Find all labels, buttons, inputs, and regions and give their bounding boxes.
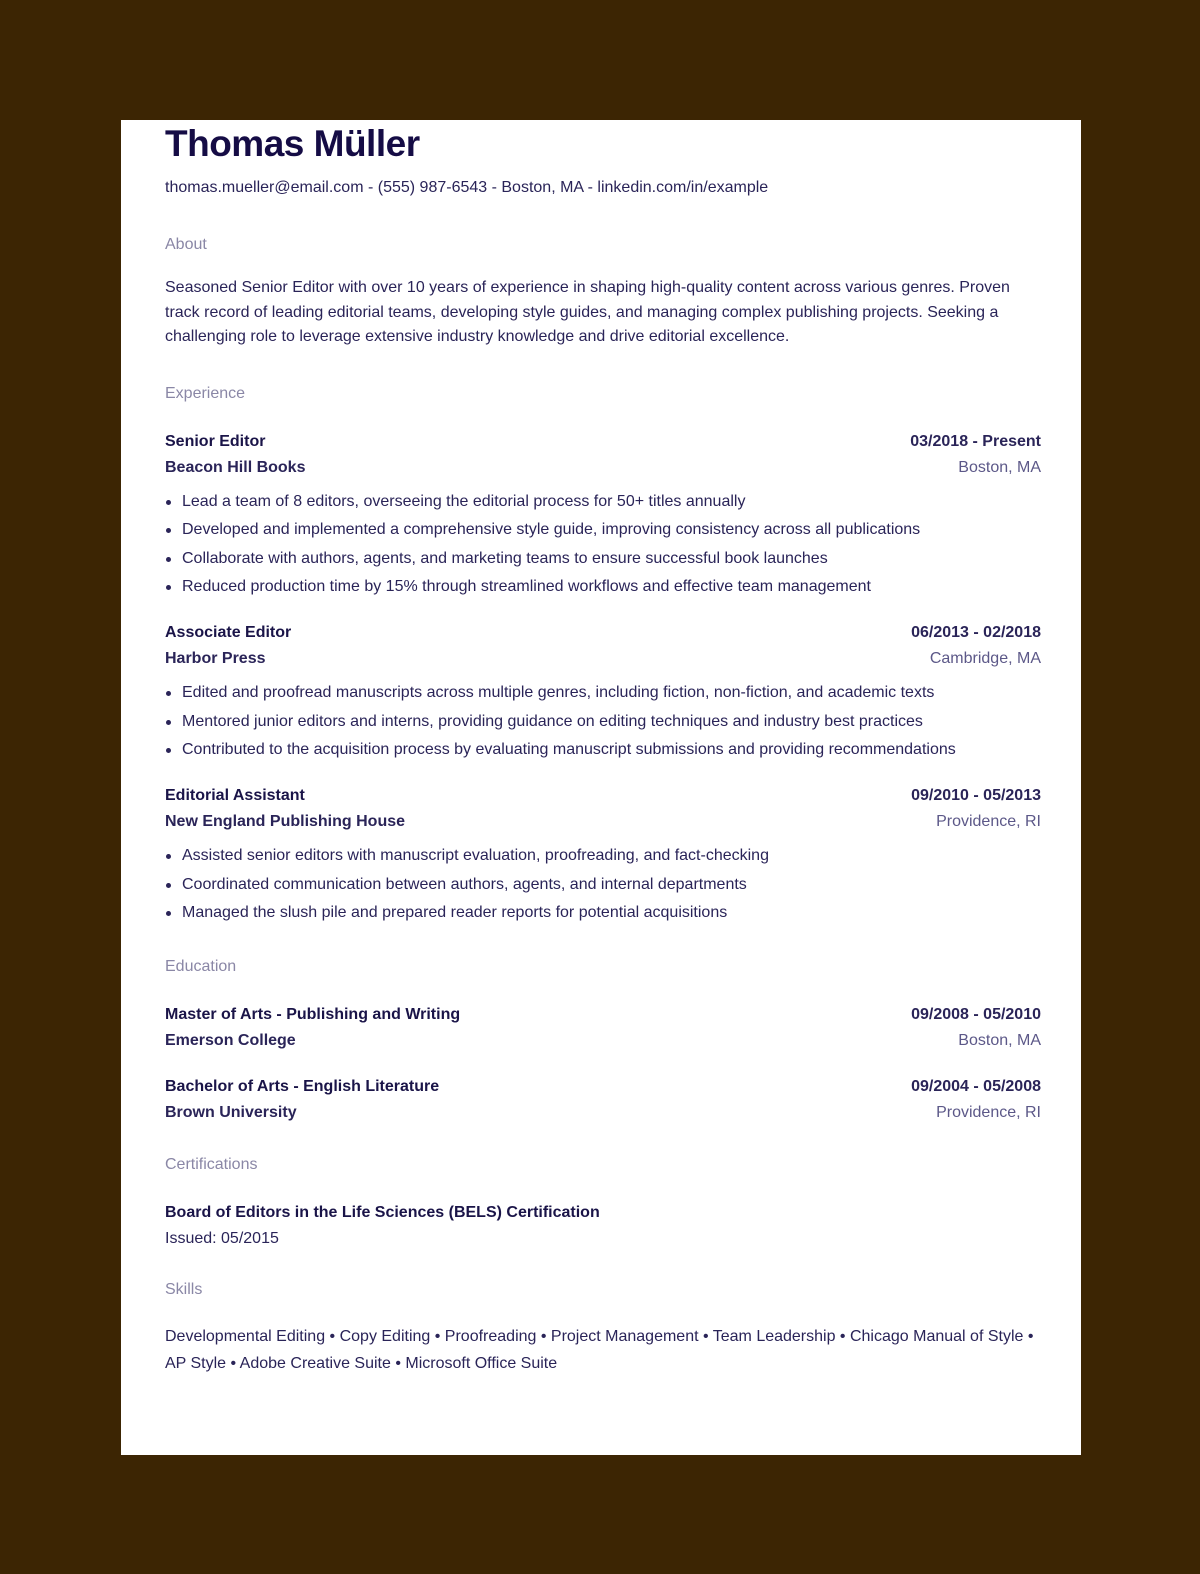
list-item: Mentored junior editors and interns, providing guidance on editing techniques and industry best practices xyxy=(165,712,1041,732)
job-company: New England Publishing House xyxy=(165,813,406,830)
certification-name: Board of Editors in the Life Sciences (BELS) Certification xyxy=(165,1204,600,1221)
list-item: Managed the slush pile and prepared reader reports for potential acquisitions xyxy=(165,903,1041,923)
job-entry xyxy=(165,786,1041,923)
job-location: Boston, MA xyxy=(958,458,1041,476)
certification-issued: Issued: 05/2015 xyxy=(165,1230,279,1247)
candidate-name: Thomas Müller xyxy=(165,123,420,164)
job-entry xyxy=(165,432,1041,598)
skills-section-title: Skills xyxy=(165,1281,203,1298)
job-location: Providence, RI xyxy=(936,813,1041,830)
list-item: Lead a team of 8 editors, overseeing the editorial process for 50+ titles annually xyxy=(165,492,1041,512)
list-item: Developed and implemented a comprehensive style guide, improving consistency across all publications xyxy=(165,520,1041,540)
degree: Master of Arts - Publishing and Writing xyxy=(165,1006,461,1023)
job-bullets xyxy=(165,683,1041,760)
job-company: Beacon Hill Books xyxy=(165,458,306,476)
contact-line: thomas.mueller@email.com - (555) 987-6543 - Boston, MA - linkedin.com/in/example xyxy=(165,179,769,196)
education-entry xyxy=(165,1005,1041,1051)
education-dates: 09/2004 - 05/2008 xyxy=(911,1078,1041,1095)
job-location: Cambridge, MA xyxy=(929,650,1041,667)
list-item: Assisted senior editors with manuscript evaluation, proofreading, and fact-checking xyxy=(165,846,1041,866)
certifications-section-title: Certifications xyxy=(165,1156,258,1173)
school: Emerson College xyxy=(165,1032,296,1049)
skills-list: Developmental Editing • Copy Editing • Proofreading • Project Management • Team Leadership • Chicago Manual of Style • AP Style • Adobe Creative Suite • Microsoft Office Suite xyxy=(165,1328,1034,1372)
job-dates: 06/2013 - 02/2018 xyxy=(911,624,1041,641)
list-item: Contributed to the acquisition process by evaluating manuscript submissions and providing recommendations xyxy=(165,740,1041,760)
education-location: Providence, RI xyxy=(936,1104,1041,1121)
list-item: Reduced production time by 15% through streamlined workflows and effective team management xyxy=(165,577,1041,597)
education-entry xyxy=(165,1077,1041,1123)
list-item: Collaborate with authors, agents, and marketing teams to ensure successful book launches xyxy=(165,549,1041,569)
job-bullets xyxy=(165,846,1041,923)
job-role: Editorial Assistant xyxy=(165,787,305,804)
job-role: Senior Editor xyxy=(165,432,266,450)
job-bullets xyxy=(165,492,1041,598)
resume-page xyxy=(121,120,1081,1455)
about-text: Seasoned Senior Editor with over 10 years of experience in shaping high-quality content across various genres. Proven track record of leading editorial teams, developing style guides, and managing complex publishing projects. Seeking a challenging role to leverage extensive industry knowledge and drive editorial excellence. xyxy=(165,279,1010,345)
job-entry xyxy=(165,623,1041,760)
list-item: Coordinated communication between authors, agents, and internal departments xyxy=(165,875,1041,895)
education-section-title: Education xyxy=(165,958,237,975)
education-location: Boston, MA xyxy=(958,1032,1041,1049)
job-dates: 03/2018 - Present xyxy=(910,432,1041,450)
job-company: Harbor Press xyxy=(165,650,266,667)
job-role: Associate Editor xyxy=(165,624,292,641)
job-dates: 09/2010 - 05/2013 xyxy=(911,787,1041,804)
experience-section-title: Experience xyxy=(165,384,246,402)
degree: Bachelor of Arts - English Literature xyxy=(165,1078,440,1095)
education-dates: 09/2008 - 05/2010 xyxy=(911,1006,1041,1023)
about-section-title: About xyxy=(165,236,207,253)
list-item: Edited and proofread manuscripts across multiple genres, including fiction, non-fiction, and academic texts xyxy=(165,683,1041,703)
certification-entry xyxy=(165,1203,1041,1249)
school: Brown University xyxy=(165,1104,297,1121)
